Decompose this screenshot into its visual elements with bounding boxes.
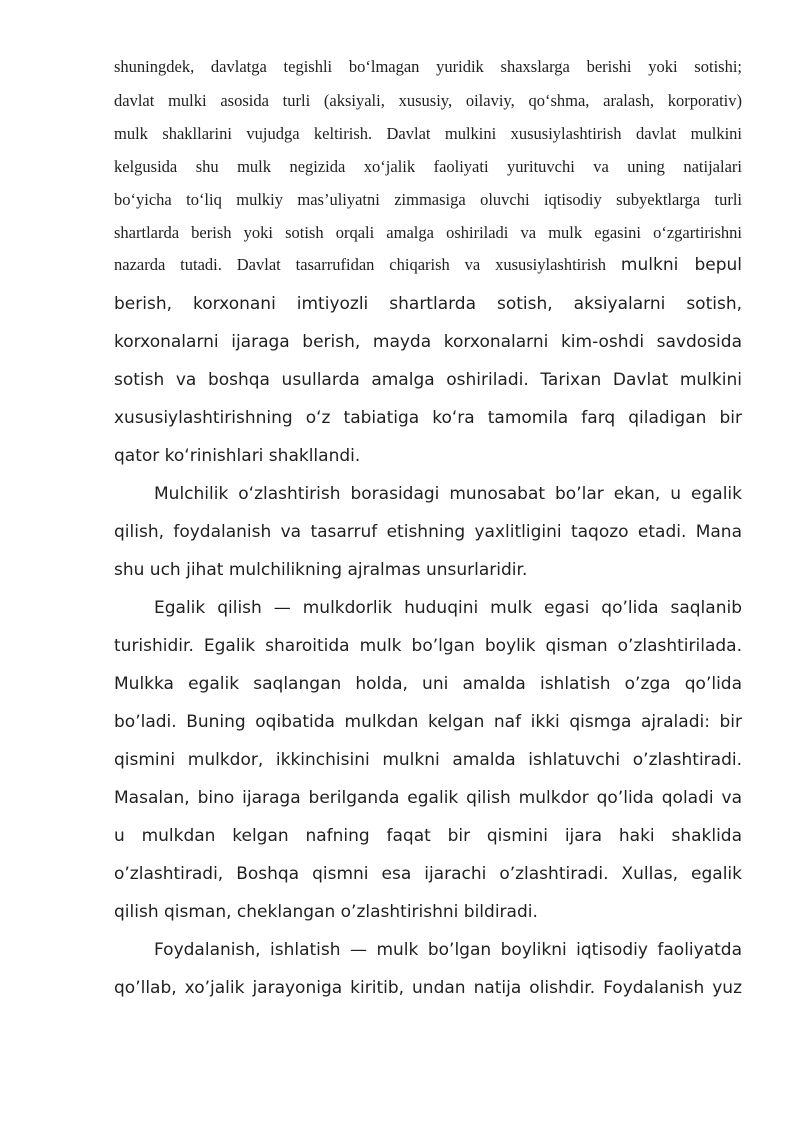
text-line: qoʼllab, xoʼjalik jarayoniga kiritib, undan natija olishdir. Foydalanish yuz [114,978,742,998]
paragraph-first-line: Foydalanish, ishlatish — mulk boʼlgan boylikni iqtisodiy faoliyatda [154,940,742,960]
text-line: davlat mulki asosida turli (aksiyali, xususiy, oilaviy, qoʻshma, aralash, korporativ) [114,91,742,110]
text-line: shuningdek, davlatga tegishli boʻlmagan yuridik shaxslarga berishi yoki sotishi; [114,57,742,76]
paragraph-first-line: Egalik qilish — mulkdorlik huduqini mulk egasi qoʼlida saqlanib [154,598,742,618]
text-segment: nazarda tutadi. Davlat tasarrufidan chiqarish va xususiylashtirish [114,255,607,274]
text-line: qilish qisman, cheklangan oʼzlashtirishni bildiradi. [114,902,538,922]
text-line: Masalan, bino ijaraga berilganda egalik qilish mulkdor qoʼlida qoladi va [114,788,742,808]
text-line: shartlarda berish yoki sotish orqali amalga oshiriladi va mulk egasini oʻzgartirishni [114,223,742,242]
text-line: qator koʻrinishlari shakllandi. [114,446,361,466]
text-line: berish, korxonani imtiyozli shartlarda sotish, aksiyalarni sotish, [114,294,742,314]
text-line: oʼzlashtiradi, Boshqa qismni esa ijarachi oʼzlashtiradi. Xullas, egalik [114,864,742,884]
text-line: korxonalarni ijaraga berish, mayda korxonalarni kim-oshdi savdosida [114,332,742,352]
text-line: kelgusida shu mulk negizida xoʻjalik faoliyati yurituvchi va uning natijalari [114,157,742,176]
text-line: u mulkdan kelgan nafning faqat bir qismini ijara haki shaklida [114,826,742,846]
paragraph-first-line: Mulchilik oʻzlashtirish borasidagi munosabat boʼlar ekan, u egalik [154,484,742,504]
text-line: shu uch jihat mulchilikning ajralmas unsurlaridir. [114,560,528,580]
text-line: Mulkka egalik saqlangan holda, uni amalda ishlatish oʼzga qoʼlida [114,674,742,694]
text-line: turishidir. Egalik sharoitida mulk boʼlgan boylik qisman oʼzlashtirilada. [114,636,742,656]
text-line [114,255,742,275]
text-line: sotish va boshqa usullarda amalga oshiriladi. Tarixan Davlat mulkini [114,370,742,390]
text-line: xususiylashtirishning oʻz tabiatiga koʻra tamomila farq qiladigan bir [114,408,742,428]
text-line: qismini mulkdor, ikkinchisini mulkni amalda ishlatuvchi oʼzlashtiradi. [114,750,742,770]
text-line: qilish, foydalanish va tasarruf etishning yaxlitligini taqozo etadi. Mana [114,522,742,542]
text-segment: mulkni bepul [620,255,743,275]
text-line: mulk shakllarini vujudga keltirish. Davlat mulkini xususiylashtirish davlat mulkini [114,124,742,143]
text-line: boʼladi. Buning oqibatida mulkdan kelgan naf ikki qismga ajraladi: bir [114,712,742,732]
text-line: boʻyicha toʻliq mulkiy mas’uliyatni zimmasiga oluvchi iqtisodiy subyektlarga turli [114,190,742,209]
